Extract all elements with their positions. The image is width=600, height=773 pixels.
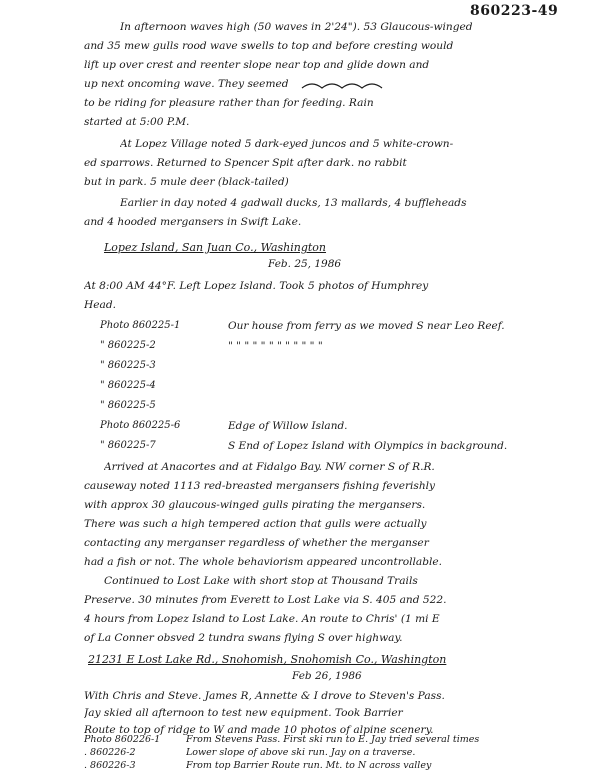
photo-id: " 860225-4: [100, 380, 156, 391]
text-line: Head.: [84, 299, 116, 311]
location-heading: 21231 E Lost Lake Rd., Snohomish, Snohomish Co., Washington: [88, 653, 447, 666]
text-line: ed sparrows. Returned to Spencer Spit after dark. no rabbit: [84, 157, 407, 169]
photo-id: . 860226-3: [84, 760, 136, 771]
text-line: but in park. 5 mule deer (black-tailed): [84, 176, 289, 188]
photo-caption: S End of Lopez Island with Olympics in background.: [228, 440, 508, 452]
text-line: with approx 30 glaucous-winged gulls pirating the mergansers.: [84, 499, 426, 511]
photo-caption: Edge of Willow Island.: [228, 420, 348, 432]
text-line: At Lopez Village noted 5 dark-eyed juncos and 5 white-crown-: [120, 138, 454, 150]
text-line: Route to top of ridge to W and made 10 photos of alpine scenery.: [84, 724, 434, 736]
text-line: contacting any merganser regardless of whether the merganser: [84, 537, 429, 549]
photo-caption: Lower slope of above ski run. Jay on a traverse.: [186, 747, 416, 758]
text-line: Arrived at Anacortes and at Fidalgo Bay. NW corner S of R.R.: [104, 461, 435, 473]
wave-sketch-icon: [300, 78, 390, 94]
text-line: started at 5:00 P.M.: [84, 116, 190, 128]
text-line: In afternoon waves high (50 waves in 2'24"). 53 Glaucous-winged: [120, 21, 473, 33]
entry-date: Feb 26, 1986: [292, 670, 362, 682]
photo-id: Photo 860225-1: [100, 320, 181, 331]
text-line: had a fish or not. The whole behaviorism appeared uncontrollable.: [84, 556, 443, 568]
text-line: Jay skied all afternoon to test new equipment. Took Barrier: [84, 707, 403, 719]
photo-id: " 860225-7: [100, 440, 156, 451]
photo-id: . 860226-2: [84, 747, 136, 758]
photo-id: " 860225-5: [100, 400, 156, 411]
text-line: Earlier in day noted 4 gadwall ducks, 13 mallards, 4 buffleheads: [120, 197, 467, 209]
photo-id: Photo 860225-6: [100, 420, 181, 431]
photo-caption: " " " " " " " " " " " ": [228, 340, 323, 352]
entry-date: Feb. 25, 1986: [268, 258, 342, 270]
text-line: 4 hours from Lopez Island to Lost Lake. An route to Chris' (1 mi E: [84, 613, 440, 625]
text-line: up next oncoming wave. They seemed: [84, 78, 289, 90]
photo-caption: From Stevens Pass. First ski run to E. Jay tried several times: [186, 734, 480, 745]
photo-id: Photo 860226-1: [84, 734, 161, 745]
text-line: With Chris and Steve. James R, Annette & I drove to Steven's Pass.: [84, 690, 445, 702]
text-line: to be riding for pleasure rather than for feeding. Rain: [84, 97, 374, 109]
text-line: At 8:00 AM 44°F. Left Lopez Island. Took 5 photos of Humphrey: [84, 280, 429, 292]
text-line: and 4 hooded mergansers in Swift Lake.: [84, 216, 302, 228]
photo-caption: Our house from ferry as we moved S near Leo Reef.: [228, 320, 505, 332]
text-line: Preserve. 30 minutes from Everett to Lost Lake via S. 405 and 522.: [84, 594, 447, 606]
text-line: and 35 mew gulls rood wave swells to top and before cresting would: [84, 40, 454, 52]
photo-id: " 860225-3: [100, 360, 156, 371]
text-line: Continued to Lost Lake with short stop at Thousand Trails: [104, 575, 418, 587]
photo-id: " 860225-2: [100, 340, 156, 351]
text-line: causeway noted 1113 red-breasted mergansers fishing feverishly: [84, 480, 436, 492]
photo-caption: From top Barrier Route run. Mt. to N across valley: [186, 760, 432, 771]
text-line: of La Conner obsved 2 tundra swans flying S over highway.: [84, 632, 403, 644]
location-heading: Lopez Island, San Juan Co., Washington: [104, 241, 327, 254]
text-line: There was such a high tempered action that gulls were actually: [84, 518, 427, 530]
text-line: lift up over crest and reenter slope near top and glide down and: [84, 59, 430, 71]
page-id: 860223-49: [470, 3, 559, 19]
